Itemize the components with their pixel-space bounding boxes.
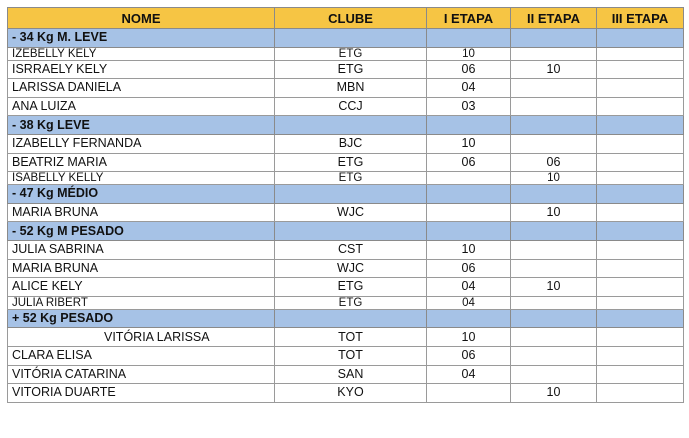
athlete-name: MARIA BRUNA — [8, 259, 275, 278]
category-title: - 52 Kg M PESADO — [8, 222, 275, 241]
results-table — [7, 7, 684, 403]
athlete-club: WJC — [275, 203, 427, 222]
etapa-2-score — [511, 47, 597, 60]
etapa-1-score: 10 — [427, 328, 511, 347]
athlete-row — [8, 60, 684, 79]
header-etapa-2: II ETAPA — [511, 8, 597, 29]
athlete-row — [8, 278, 684, 297]
athlete-row — [8, 134, 684, 153]
athlete-row — [8, 384, 684, 403]
etapa-3-score — [597, 134, 684, 153]
category-empty-cell — [511, 116, 597, 135]
etapa-3-score — [597, 278, 684, 297]
etapa-3-score — [597, 79, 684, 98]
etapa-2-score — [511, 328, 597, 347]
athlete-name: JULIA RIBERT — [8, 296, 275, 309]
athlete-club: WJC — [275, 259, 427, 278]
header-etapa-3: III ETAPA — [597, 8, 684, 29]
athlete-name: ISABELLY KELLY — [8, 172, 275, 185]
athlete-row — [8, 346, 684, 365]
athlete-name: CLARA ELISA — [8, 346, 275, 365]
athlete-name: VITÓRIA CATARINA — [8, 365, 275, 384]
header-row — [8, 8, 684, 29]
etapa-3-score — [597, 240, 684, 259]
category-row — [8, 116, 684, 135]
etapa-1-score: 06 — [427, 259, 511, 278]
category-empty-cell — [275, 185, 427, 204]
header-clube: CLUBE — [275, 8, 427, 29]
etapa-2-score — [511, 365, 597, 384]
category-empty-cell — [427, 309, 511, 328]
athlete-row — [8, 259, 684, 278]
category-empty-cell — [597, 309, 684, 328]
athlete-name: ANA LUIZA — [8, 97, 275, 116]
etapa-1-score — [427, 172, 511, 185]
etapa-2-score — [511, 97, 597, 116]
athlete-name: IZEBELLY KELY — [8, 47, 275, 60]
athlete-name: IZABELLY FERNANDA — [8, 134, 275, 153]
etapa-2-score — [511, 79, 597, 98]
category-empty-cell — [511, 185, 597, 204]
athlete-club: ETG — [275, 153, 427, 172]
category-empty-cell — [275, 116, 427, 135]
etapa-1-score: 04 — [427, 79, 511, 98]
category-row — [8, 29, 684, 48]
category-empty-cell — [275, 309, 427, 328]
athlete-row — [8, 365, 684, 384]
etapa-3-score — [597, 384, 684, 403]
etapa-3-score — [597, 172, 684, 185]
etapa-2-score — [511, 240, 597, 259]
category-empty-cell — [597, 116, 684, 135]
category-row — [8, 222, 684, 241]
athlete-row — [8, 47, 684, 60]
etapa-2-score: 10 — [511, 384, 597, 403]
etapa-2-score: 06 — [511, 153, 597, 172]
etapa-1-score — [427, 203, 511, 222]
etapa-2-score: 10 — [511, 60, 597, 79]
category-empty-cell — [597, 185, 684, 204]
etapa-2-score — [511, 259, 597, 278]
etapa-2-score — [511, 296, 597, 309]
category-empty-cell — [427, 29, 511, 48]
athlete-club: MBN — [275, 79, 427, 98]
athlete-club: CST — [275, 240, 427, 259]
athlete-row — [8, 240, 684, 259]
athlete-row — [8, 153, 684, 172]
etapa-3-score — [597, 47, 684, 60]
athlete-name: JULIA SABRINA — [8, 240, 275, 259]
category-title: - 47 Kg MÉDIO — [8, 185, 275, 204]
etapa-1-score — [427, 384, 511, 403]
category-empty-cell — [597, 29, 684, 48]
etapa-1-score: 06 — [427, 346, 511, 365]
etapa-2-score: 10 — [511, 278, 597, 297]
etapa-3-score — [597, 365, 684, 384]
category-title: - 38 Kg LEVE — [8, 116, 275, 135]
athlete-club: CCJ — [275, 97, 427, 116]
etapa-3-score — [597, 60, 684, 79]
category-empty-cell — [597, 222, 684, 241]
category-empty-cell — [275, 29, 427, 48]
category-empty-cell — [511, 309, 597, 328]
category-title: + 52 Kg PESADO — [8, 309, 275, 328]
category-empty-cell — [511, 222, 597, 241]
athlete-row — [8, 203, 684, 222]
athlete-row — [8, 79, 684, 98]
athlete-club: BJC — [275, 134, 427, 153]
category-row — [8, 185, 684, 204]
athlete-name: MARIA BRUNA — [8, 203, 275, 222]
athlete-club: ETG — [275, 278, 427, 297]
etapa-1-score: 03 — [427, 97, 511, 116]
etapa-3-score — [597, 259, 684, 278]
category-empty-cell — [275, 222, 427, 241]
category-empty-cell — [427, 222, 511, 241]
etapa-3-score — [597, 346, 684, 365]
athlete-name: LARISSA DANIELA — [8, 79, 275, 98]
etapa-2-score: 10 — [511, 172, 597, 185]
etapa-1-score: 04 — [427, 278, 511, 297]
athlete-row — [8, 296, 684, 309]
etapa-1-score: 06 — [427, 60, 511, 79]
etapa-1-score: 10 — [427, 134, 511, 153]
etapa-1-score: 04 — [427, 365, 511, 384]
etapa-1-score: 06 — [427, 153, 511, 172]
etapa-3-score — [597, 153, 684, 172]
athlete-club: ETG — [275, 47, 427, 60]
etapa-2-score — [511, 346, 597, 365]
athlete-club: TOT — [275, 328, 427, 347]
etapa-1-score: 10 — [427, 240, 511, 259]
etapa-2-score: 10 — [511, 203, 597, 222]
athlete-row — [8, 328, 684, 347]
category-empty-cell — [427, 116, 511, 135]
etapa-3-score — [597, 296, 684, 309]
athlete-name: ISRRAELY KELY — [8, 60, 275, 79]
category-empty-cell — [511, 29, 597, 48]
etapa-3-score — [597, 328, 684, 347]
athlete-name: VITORIA DUARTE — [8, 384, 275, 403]
athlete-club: ETG — [275, 296, 427, 309]
category-row — [8, 309, 684, 328]
etapa-3-score — [597, 203, 684, 222]
athlete-name: VITÓRIA LARISSA — [8, 328, 275, 347]
athlete-club: KYO — [275, 384, 427, 403]
athlete-club: TOT — [275, 346, 427, 365]
header-nome: NOME — [8, 8, 275, 29]
header-etapa-1: I ETAPA — [427, 8, 511, 29]
etapa-1-score: 10 — [427, 47, 511, 60]
athlete-name: ALICE KELY — [8, 278, 275, 297]
category-empty-cell — [427, 185, 511, 204]
category-title: - 34 Kg M. LEVE — [8, 29, 275, 48]
etapa-1-score: 04 — [427, 296, 511, 309]
athlete-club: ETG — [275, 172, 427, 185]
athlete-row — [8, 97, 684, 116]
athlete-name: BEATRIZ MARIA — [8, 153, 275, 172]
etapa-3-score — [597, 97, 684, 116]
athlete-club: SAN — [275, 365, 427, 384]
athlete-row — [8, 172, 684, 185]
etapa-2-score — [511, 134, 597, 153]
athlete-club: ETG — [275, 60, 427, 79]
